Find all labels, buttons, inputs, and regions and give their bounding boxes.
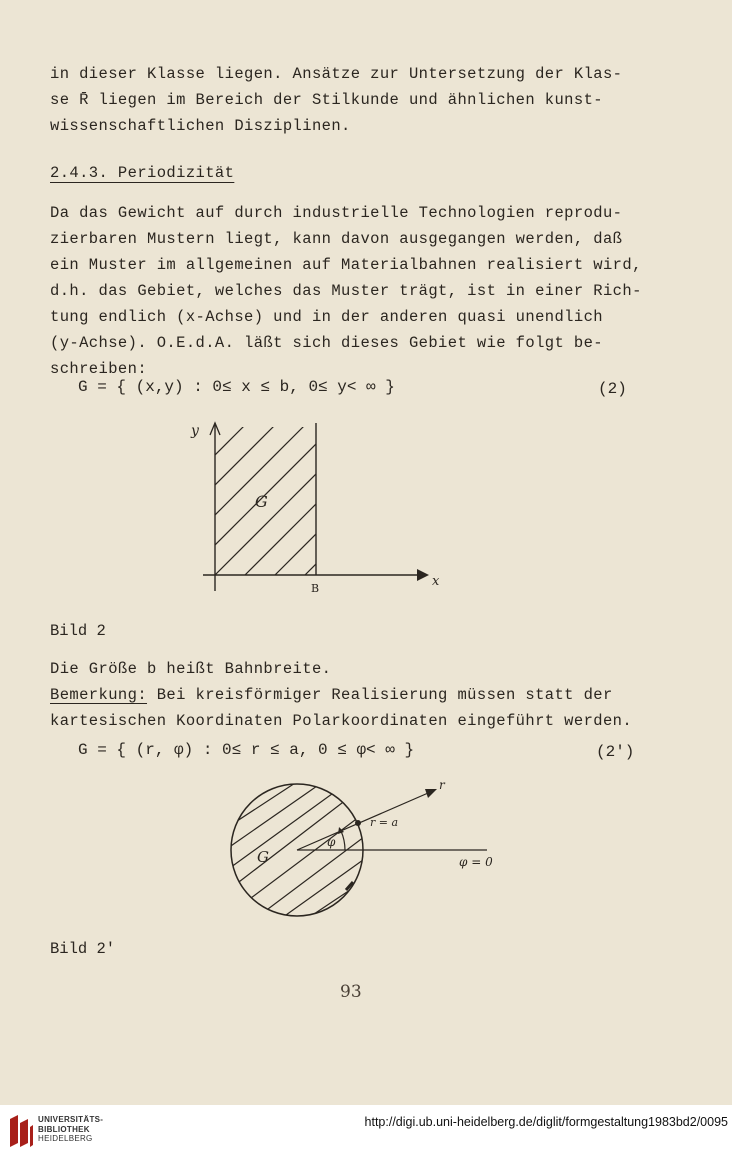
paragraph-line: (y-Achse). O.E.d.A. läßt sich dieses Gebiet wie folgt be- [50, 334, 603, 352]
remark-line [50, 682, 613, 708]
library-name-line: HEIDELBERG [38, 1134, 93, 1143]
paragraph-line: se R̄ liegen im Bereich der Stilkunde und ähnlichen kunst- [50, 91, 603, 109]
region-label: G [255, 492, 268, 511]
paragraph-line: in dieser Klasse liegen. Ansätze zur Untersetzung der Klas- [50, 65, 623, 83]
page-number: 93 [340, 982, 362, 1002]
radius-point [355, 820, 361, 826]
paragraph-line: kartesischen Koordinaten Polarkoordinaten eingeführt werden. [50, 712, 633, 730]
paragraph-line: zierbaren Mustern liegt, kann davon ausgegangen werden, daß [50, 230, 623, 248]
region-label: G [257, 848, 269, 866]
equation-number: (2') [596, 743, 635, 761]
b-label: B [311, 582, 320, 595]
library-name-line: BIBLIOTHEK [38, 1124, 90, 1134]
r-label: r [439, 778, 445, 792]
paragraph-line: Da das Gewicht auf durch industrielle Technologien reprodu- [50, 204, 623, 222]
section-heading: 2.4.3. Periodizität [50, 164, 235, 182]
remark-label: Bemerkung: [50, 686, 148, 704]
footer-bar [0, 1105, 740, 1158]
phi-zero-label: φ = 0 [459, 855, 493, 869]
university-library-logo-icon [8, 1113, 34, 1149]
figure-caption: Bild 2' [50, 940, 116, 958]
formula-2: G = { (x,y) : 0≤ x ≤ b, 0≤ y< ∞ } [78, 378, 395, 396]
library-name-line: UNIVERSITÄTS- [38, 1115, 104, 1124]
permalink-url[interactable]: http://digi.ub.uni-heidelberg.de/diglit/formgestaltung1983bd2/0095 [364, 1115, 728, 1129]
angle-arc [341, 831, 345, 850]
figure-bild-2 [185, 415, 455, 600]
paragraph-line: tung endlich (x-Achse) und in der anderen quasi unendlich [50, 308, 603, 326]
ray-arrow-icon [425, 789, 437, 798]
x-axis-label: x [432, 574, 440, 589]
figure-bild-2-prime [225, 780, 505, 920]
paragraph-line: wissenschaftlichen Disziplinen. [50, 117, 351, 135]
paragraph-line: ein Muster im allgemeinen auf Materialbahnen realisiert wird, [50, 256, 642, 274]
library-name [38, 1115, 103, 1144]
r-equals-a-label: r = a [370, 816, 399, 829]
paragraph-line: schreiben: [50, 360, 148, 378]
radius-ray [297, 790, 435, 850]
x-axis-arrow-icon [417, 569, 429, 581]
formula-2-prime: G = { (r, φ) : 0≤ r ≤ a, 0 ≤ φ< ∞ } [78, 741, 415, 759]
remark-text: Bei kreisförmiger Realisierung müssen statt der [147, 686, 613, 704]
y-axis-label: y [191, 423, 199, 439]
equation-number: (2) [598, 380, 627, 398]
phi-label: φ [327, 835, 336, 849]
hatching [185, 415, 465, 595]
figure-caption: Bild 2 [50, 622, 106, 640]
paragraph-line: Die Größe b heißt Bahnbreite. [50, 660, 332, 678]
paragraph-line: d.h. das Gebiet, welches das Muster trägt, ist in einer Rich- [50, 282, 642, 300]
